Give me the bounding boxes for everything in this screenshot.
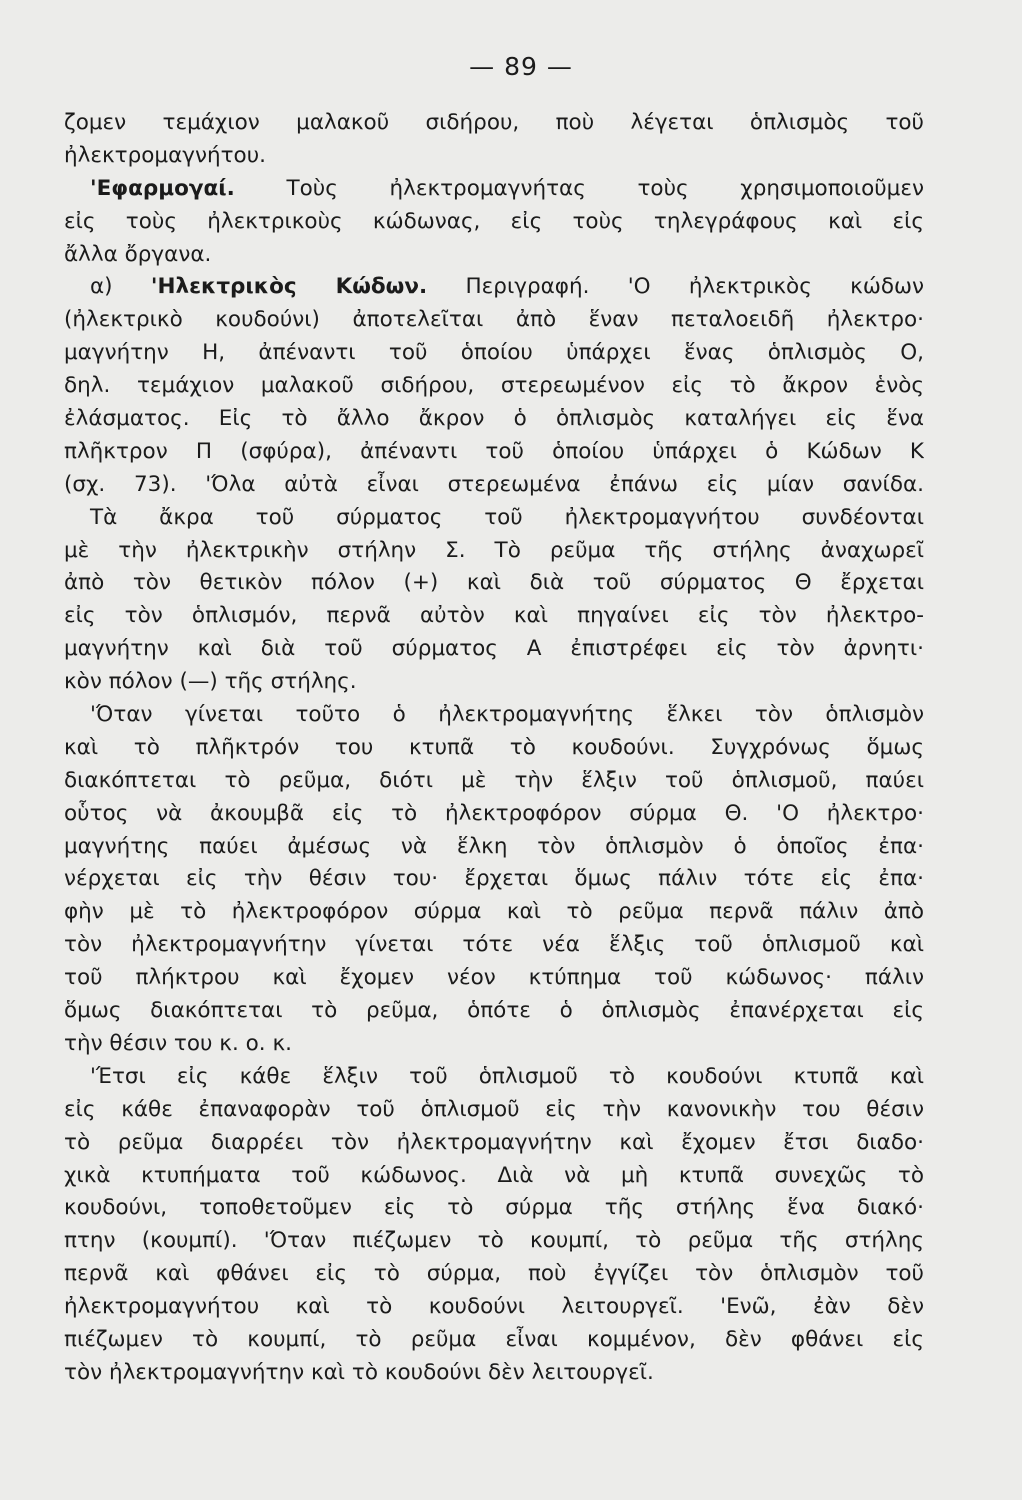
text-line — [64, 1291, 924, 1324]
page-number: — 89 — — [469, 52, 573, 81]
text-line — [64, 304, 924, 337]
text-run: διακόπτεται τὸ ρεῦμα, διότι μὲ τὴν ἕλξιν τοῦ ὁπλισμοῦ, παύει — [64, 767, 924, 793]
text-line — [64, 896, 924, 929]
bold-heading-text: 'Ηλεκτρικὸς Κώδων. — [150, 274, 428, 300]
text-run: οὗτος νὰ ἀκουμβᾶ εἰς τὸ ἠλεκτροφόρον σύρμα Θ. 'Ο ἠλεκτρο· — [64, 800, 924, 826]
text-run: (ἠλεκτρικὸ κουδούνι) ἀποτελεῖται ἀπὸ ἕναν πεταλοειδῆ ἠλεκτρο· — [64, 307, 924, 333]
text-line — [64, 699, 924, 732]
text-run: πιέζωμεν τὸ κουμπί, τὸ ρεῦμα εἶναι κομμένον, δὲν φθάνει εἰς — [64, 1326, 924, 1352]
text-line — [64, 929, 924, 962]
text-run: καὶ τὸ πλῆκτρόν του κτυπᾶ τὸ κουδούνι. Συγχρόνως ὅμως — [64, 734, 924, 760]
text-line — [64, 403, 924, 436]
text-run: πτην (κουμπί). 'Όταν πιέζωμεν τὸ κουμπί, τὸ ρεῦμα τῆς στήλης — [64, 1228, 924, 1254]
text-line — [64, 436, 924, 469]
text-line — [64, 1357, 924, 1390]
text-run: πλῆκτρον Π (σφύρα), ἀπέναντι τοῦ ὁποίου ὑπάρχει ὁ Κώδων Κ — [64, 438, 924, 464]
text-run: κὸν πόλον (—) τῆς στήλης. — [64, 669, 357, 695]
text-line — [64, 370, 924, 403]
text-run: χικὰ κτυπήματα τοῦ κώδωνος. Διὰ νὰ μὴ κτυπᾶ συνεχῶς τὸ — [64, 1162, 924, 1188]
text-line — [64, 502, 924, 535]
text-line — [64, 1225, 924, 1258]
text-run: εἰς τοὺς ἠλεκτρικοὺς κώδωνας, εἰς τοὺς τηλεγράφους καὶ εἰς — [64, 208, 924, 234]
text-line — [64, 666, 924, 699]
text-run: φὴν μὲ τὸ ἠλεκτροφόρον σύρμα καὶ τὸ ρεῦμα περνᾶ πάλιν ἀπὸ — [64, 899, 924, 925]
text-line — [64, 732, 924, 765]
text-line — [64, 567, 924, 600]
text-line — [64, 173, 924, 206]
text-line — [64, 995, 924, 1028]
text-run: τὸ ρεῦμα διαρρέει τὸν ἠλεκτρομαγνήτην καὶ ἔχομεν ἔτσι διαδο· — [64, 1129, 924, 1155]
body-text — [64, 107, 924, 1390]
bold-heading-text: 'Εφαρμογαί. — [90, 175, 235, 201]
text-run: μαγνήτην Η, ἀπέναντι τοῦ ὁποίου ὑπάρχει ἕνας ὁπλισμὸς Ο, — [64, 340, 924, 366]
text-line — [64, 535, 924, 568]
text-line — [64, 469, 924, 502]
text-line — [64, 107, 924, 140]
text-line — [64, 831, 924, 864]
text-line — [64, 1160, 924, 1193]
text-line — [64, 633, 924, 666]
text-run: Τοὺς ἠλεκτρομαγνήτας τοὺς χρησιμοποιοῦμεν — [234, 175, 924, 201]
text-run: Περιγραφή. 'Ο ἠλεκτρικὸς κώδων — [427, 274, 924, 300]
text-line — [64, 337, 924, 370]
text-run: τοῦ πλήκτρου καὶ ἔχομεν νέον κτύπημα τοῦ κώδωνος· πάλιν — [64, 965, 924, 991]
text-run: ὅμως διακόπτεται τὸ ρεῦμα, ὁπότε ὁ ὁπλισμὸς ἐπανέρχεται εἰς — [64, 998, 924, 1024]
text-run: μὲ τὴν ἠλεκτρικὴν στήλην Σ. Τὸ ρεῦμα τῆς στήλης ἀναχωρεῖ — [64, 537, 924, 563]
text-run: εἰς τὸν ὁπλισμόν, περνᾶ αὐτὸν καὶ πηγαίνει εἰς τὸν ἠλεκτρο- — [64, 603, 924, 629]
text-run: τὴν θέσιν του κ. ο. κ. — [64, 1030, 292, 1056]
text-run: (σχ. 73). 'Όλα αὐτὰ εἶναι στερεωμένα ἐπάνω εἰς μίαν σανίδα. — [64, 471, 924, 497]
text-line — [64, 140, 924, 173]
text-run: 'Όταν γίνεται τοῦτο ὁ ἠλεκτρομαγνήτης ἕλκει τὸν ὁπλισμὸν — [90, 702, 924, 728]
text-run: Τὰ ἄκρα τοῦ σύρματος τοῦ ἠλεκτρομαγνήτου συνδέονται — [90, 504, 924, 530]
text-line — [64, 798, 924, 831]
text-run: τὸν ἠλεκτρομαγνήτην γίνεται τότε νέα ἕλξις τοῦ ὁπλισμοῦ καὶ — [64, 932, 924, 958]
text-line — [64, 1061, 924, 1094]
text-run: κουδούνι, τοποθετοῦμεν εἰς τὸ σύρμα τῆς στήλης ἕνα διακό· — [64, 1195, 924, 1221]
text-run: νέρχεται εἰς τὴν θέσιν του· ἔρχεται ὅμως πάλιν τότε εἰς ἐπα· — [64, 866, 924, 892]
text-line — [64, 1324, 924, 1357]
text-run: δηλ. τεμάχιον μαλακοῦ σιδήρου, στερεωμένον εἰς τὸ ἄκρον ἑνὸς — [64, 373, 924, 399]
text-run: ἠλεκτρομαγνήτου καὶ τὸ κουδούνι λειτουργεῖ. 'Ενῶ, ἐὰν δὲν — [64, 1294, 924, 1320]
text-line — [64, 1258, 924, 1291]
text-run: ἄλλα ὄργανα. — [64, 241, 212, 267]
text-run: ἐλάσματος. Εἰς τὸ ἄλλο ἄκρον ὁ ὁπλισμὸς καταλήγει εἰς ἕνα — [64, 406, 924, 432]
text-line — [64, 271, 924, 304]
text-line — [64, 1028, 924, 1061]
text-line — [64, 765, 924, 798]
text-line — [64, 600, 924, 633]
text-run: μαγνήτης παύει ἀμέσως νὰ ἕλκη τὸν ὁπλισμὸν ὁ ὁποῖος ἐπα· — [64, 833, 924, 859]
text-run: μαγνήτην καὶ διὰ τοῦ σύρματος Α ἐπιστρέφει εἰς τὸν ἀρνητι· — [64, 636, 924, 662]
text-line — [64, 863, 924, 896]
text-line — [64, 1094, 924, 1127]
text-line — [64, 206, 924, 239]
text-run: εἰς κάθε ἐπαναφορὰν τοῦ ὁπλισμοῦ εἰς τὴν κανονικὴν του θέσιν — [64, 1096, 924, 1122]
text-run: ἀπὸ τὸν θετικὸν πόλον (+) καὶ διὰ τοῦ σύρματος Θ ἔρχεται — [64, 570, 924, 596]
text-run: ζομεν τεμάχιον μαλακοῦ σιδήρου, ποὺ λέγεται ὁπλισμὸς τοῦ — [64, 110, 924, 135]
text-run: α) — [90, 274, 151, 300]
text-run: 'Έτσι εἰς κάθε ἕλξιν τοῦ ὁπλισμοῦ τὸ κουδούνι κτυπᾶ καὶ — [90, 1063, 924, 1089]
text-line — [64, 1192, 924, 1225]
text-line — [64, 962, 924, 995]
text-line — [64, 239, 924, 272]
text-run: τὸν ἠλεκτρομαγνήτην καὶ τὸ κουδούνι δὲν λειτουργεῖ. — [64, 1359, 654, 1385]
text-run: ἠλεκτρομαγνήτου. — [64, 142, 266, 168]
text-line — [64, 1127, 924, 1160]
text-run: περνᾶ καὶ φθάνει εἰς τὸ σύρμα, ποὺ ἐγγίζει τὸν ὁπλισμὸν τοῦ — [64, 1261, 924, 1287]
